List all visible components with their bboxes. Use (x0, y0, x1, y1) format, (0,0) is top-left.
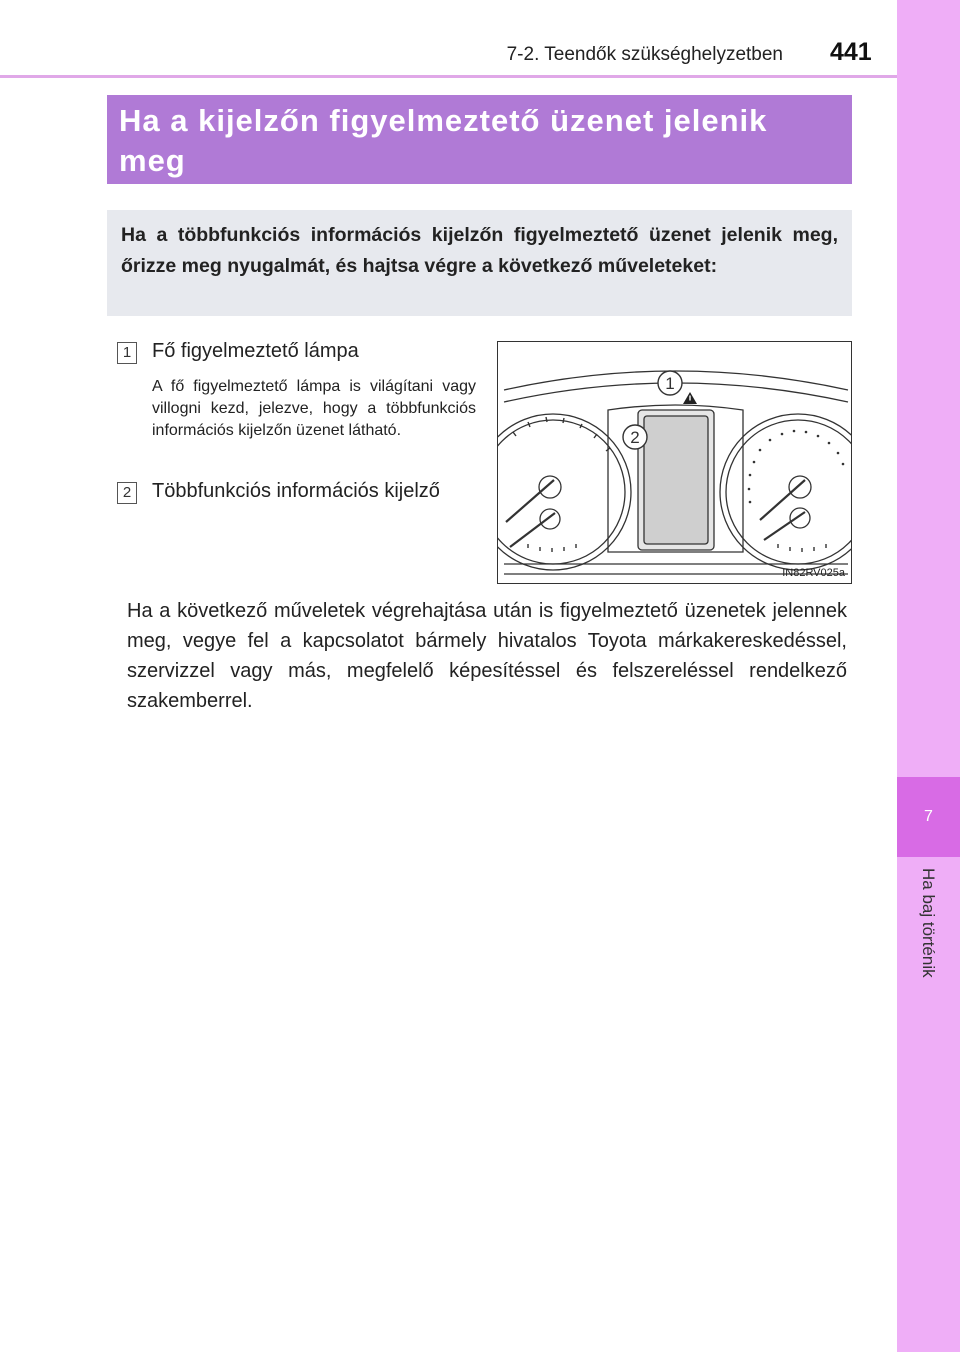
body-paragraph: Ha a következő műveletek végrehajtása után is figyelmeztető üzenetek jelennek meg, vegye fel a kapcsolatot bármely hivatalos Toyota márkakereskedéssel, szervizzel vagy más, megfelelő képesítéssel és felszereléssel rendelkező szakemberrel. (127, 600, 847, 712)
item-description: A fő figyelmeztető lámpa is világítani vagy villogni kezd, jelezve, hogy a többfunkciós információs kijelzőn üzenet látható. (152, 378, 476, 439)
intro-text: Ha a többfunkciós információs kijelzőn figyelmeztető üzenet jelenik meg, őrizze meg nyugalmát, és hajtsa végre a következő műveleteket: (121, 224, 838, 277)
chapter-number-tab[interactable]: 7 (897, 777, 960, 857)
page-number: 441 (830, 38, 872, 66)
callout-2-label: 2 (630, 428, 640, 447)
header-rule (0, 75, 897, 78)
callout-1-label: 1 (665, 374, 675, 393)
chapter-title-tab: Ha baj történik (919, 868, 938, 978)
warning-triangle-icon (683, 392, 697, 404)
item-marker: 2 (117, 482, 137, 504)
running-head: 7-2. Teendők szükséghelyzetben (506, 44, 783, 65)
item-marker: 1 (117, 342, 137, 364)
side-tab-strip (897, 0, 960, 1352)
section-title-bar (107, 95, 852, 184)
instrument-cluster-illustration (498, 342, 852, 584)
instrument-cluster-figure (497, 341, 852, 584)
item-label: Fő figyelmeztető lámpa (152, 340, 359, 362)
item-label: Többfunkciós információs kijelző (152, 480, 440, 502)
figure-code: IN82RV025a (782, 567, 845, 579)
intro-box (107, 210, 852, 316)
section-title: Ha a kijelzőn figyelmeztető üzenet jelenik meg (119, 103, 768, 178)
